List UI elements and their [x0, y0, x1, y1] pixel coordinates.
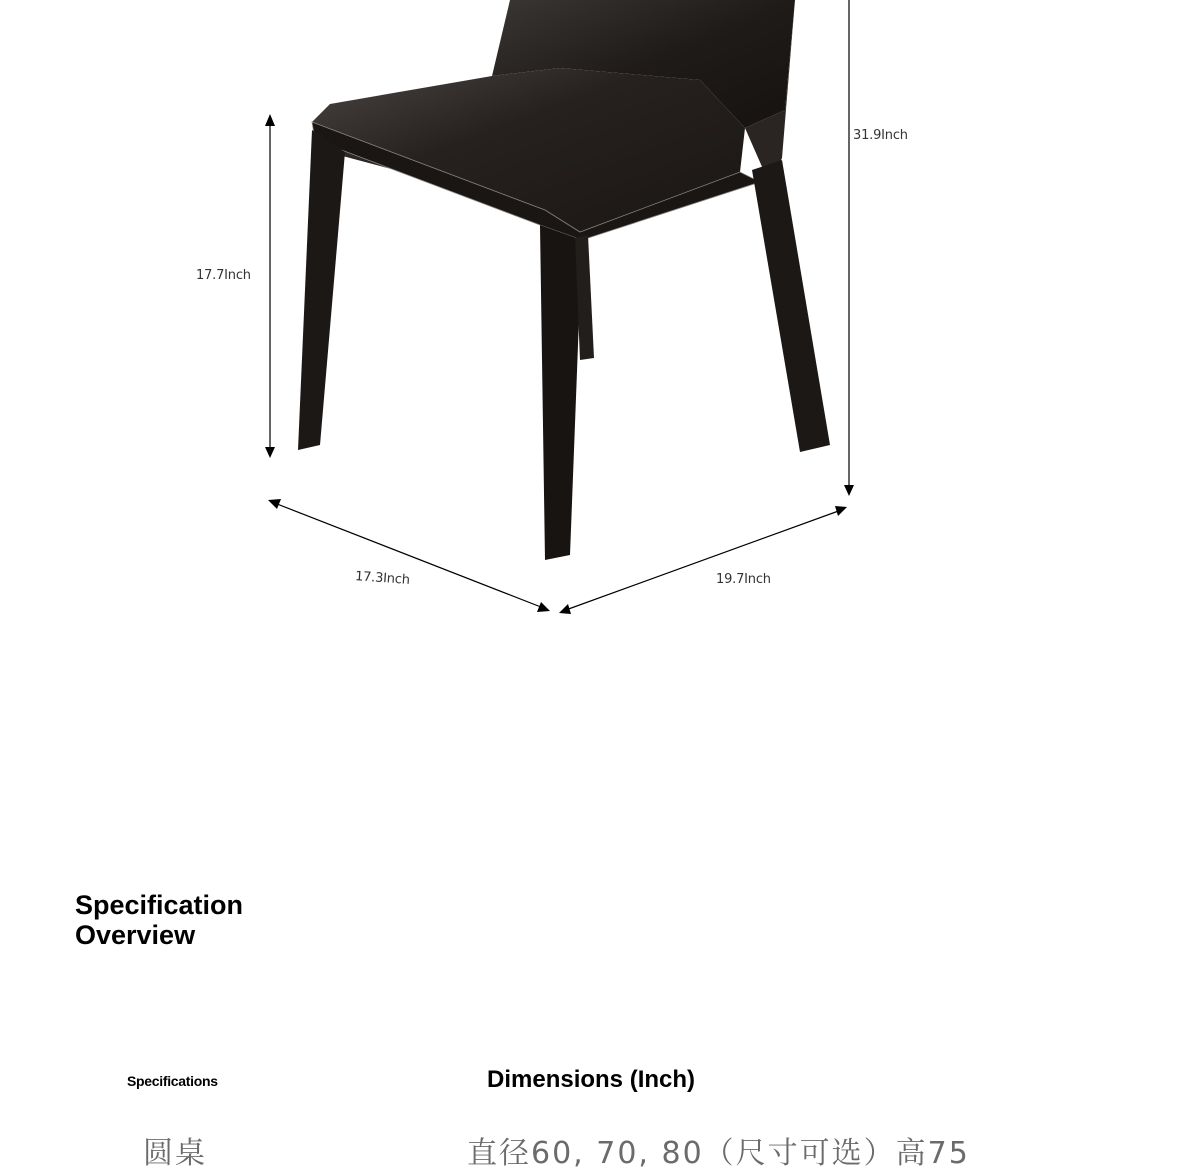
table-header-dimensions: Dimensions (Inch) [487, 1066, 696, 1093]
chair-leg-right [752, 160, 830, 452]
table-row-dimensions: 直径60, 70, 80（尺寸可选）高75 [467, 1136, 970, 1171]
chair-leg-front-center [540, 225, 582, 560]
seat-height-label: 17.7Inch [196, 268, 251, 283]
width-label: 19.7Inch [716, 572, 771, 587]
arrowhead-width-left [559, 604, 571, 614]
arrow-width [563, 509, 844, 611]
arrowhead-seat-height-top [265, 114, 275, 126]
depth-label: 17.3Inch [354, 569, 411, 588]
table-row-spec: 圆桌 [143, 1136, 207, 1171]
arrowhead-depth-left [268, 499, 281, 509]
arrow-depth [272, 502, 546, 609]
table-header-specifications: Specifications [127, 1073, 218, 1089]
chair-image [298, 0, 830, 560]
arrowhead-total-height-bottom [844, 485, 854, 496]
arrowhead-width-right [835, 506, 847, 516]
arrowhead-depth-right [537, 602, 550, 612]
arrowhead-seat-height-bottom [265, 447, 275, 458]
total-height-label: 31.9Inch [853, 128, 908, 143]
chair-leg-front-left [298, 130, 345, 450]
section-title: Specification Overview [75, 890, 244, 950]
